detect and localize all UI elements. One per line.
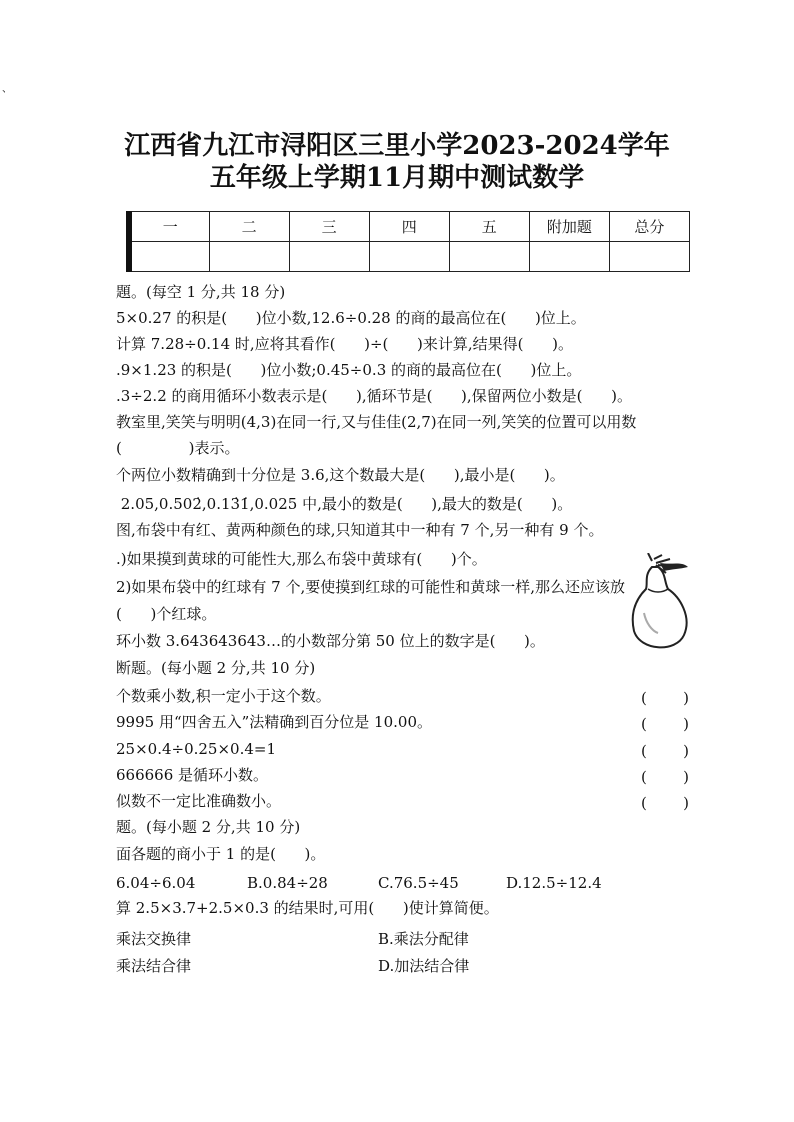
margin-mark: 、 bbox=[2, 84, 12, 95]
s2-statement: 9995 用“四舍五入”法精确到百分位是 10.00。 bbox=[116, 713, 432, 731]
s1-question-cont: ( )表示。 bbox=[116, 439, 240, 457]
ball-bag-illustration bbox=[622, 553, 692, 657]
s1-question: 5×0.27 的积是( )位小数,12.6÷0.28 的商的最高位在( )位上。 bbox=[116, 309, 586, 327]
score-cell[interactable] bbox=[609, 242, 689, 272]
choice-option-c[interactable]: C.76.5÷45 bbox=[378, 874, 459, 892]
s2-statement: 25×0.4÷0.25×0.4=1 bbox=[116, 740, 277, 758]
choice-option-d[interactable]: D.加法结合律 bbox=[378, 957, 470, 975]
choice-option-b[interactable]: B.0.84÷28 bbox=[247, 874, 328, 892]
score-col-bonus: 附加题 bbox=[529, 212, 609, 242]
choice-option-a[interactable]: 乘法交换律 bbox=[116, 930, 192, 948]
score-cell[interactable] bbox=[129, 242, 209, 272]
score-table-score-row bbox=[129, 242, 690, 272]
answer-parens[interactable]: ( ) bbox=[641, 689, 689, 707]
s1-question: .9×1.23 的积是( )位小数;0.45÷0.3 的商的最高位在( )位上。 bbox=[116, 361, 582, 379]
score-col-total: 总分 bbox=[609, 212, 689, 242]
score-col-4: 四 bbox=[369, 212, 449, 242]
s1-question: 计算 7.28÷0.14 时,应将其看作( )÷( )来计算,结果得( )。 bbox=[116, 335, 573, 353]
score-cell[interactable] bbox=[449, 242, 529, 272]
score-col-2: 二 bbox=[209, 212, 289, 242]
score-col-5: 五 bbox=[449, 212, 529, 242]
answer-parens[interactable]: ( ) bbox=[641, 768, 689, 786]
answer-parens[interactable]: ( ) bbox=[641, 794, 689, 812]
s1-question: 个两位小数精确到十分位是 3.6,这个数最大是( ),最小是( )。 bbox=[116, 466, 565, 484]
s2-statement: 666666 是循环小数。 bbox=[116, 766, 269, 784]
score-cell[interactable] bbox=[529, 242, 609, 272]
s1-question: 图,布袋中有红、黄两种颜色的球,只知道其中一种有 7 个,另一种有 9 个。 bbox=[116, 521, 604, 539]
score-cell[interactable] bbox=[289, 242, 369, 272]
score-col-1: 一 bbox=[129, 212, 209, 242]
answer-parens[interactable]: ( ) bbox=[641, 742, 689, 760]
s3-question: 算 2.5×3.7+2.5×0.3 的结果时,可用( )使计算简便。 bbox=[116, 899, 499, 917]
s1-subquestion-cont: ( )个红球。 bbox=[116, 605, 217, 623]
section3-heading: 题。(每小题 2 分,共 10 分) bbox=[116, 818, 301, 836]
choice-option-d[interactable]: D.12.5÷12.4 bbox=[506, 874, 602, 892]
section2-heading: 断题。(每小题 2 分,共 10 分) bbox=[116, 659, 316, 677]
choice-option-a[interactable]: 6.04÷6.04 bbox=[116, 874, 196, 892]
s2-statement: 似数不一定比准确数小。 bbox=[116, 792, 282, 810]
s1-subquestion: 2)如果布袋中的红球有 7 个,要使摸到红球的可能性和黄球一样,那么还应该放 bbox=[116, 578, 626, 596]
score-col-3: 三 bbox=[289, 212, 369, 242]
choice-option-c[interactable]: 乘法结合律 bbox=[116, 957, 192, 975]
exam-title-line2: 五年级上学期11月期中测试数学 bbox=[209, 163, 585, 193]
s1-question: .3÷2.2 的商用循环小数表示是( ),循环节是( ),保留两位小数是( )。 bbox=[116, 387, 632, 405]
score-table-header-row bbox=[129, 212, 690, 242]
s3-question: 面各题的商小于 1 的是( )。 bbox=[116, 845, 326, 863]
exam-title-line1: 江西省九江市浔阳区三里小学2023-2024学年 bbox=[124, 131, 670, 161]
choice-option-b[interactable]: B.乘法分配律 bbox=[378, 930, 469, 948]
score-cell[interactable] bbox=[209, 242, 289, 272]
section1-heading: 題。(每空 1 分,共 18 分) bbox=[116, 283, 286, 301]
score-cell[interactable] bbox=[369, 242, 449, 272]
s1-question: 环小数 3.643643643…的小数部分第 50 位上的数字是( )。 bbox=[116, 632, 545, 650]
s2-statement: 个数乘小数,积一定小于这个数。 bbox=[116, 687, 331, 705]
s1-subquestion: .)如果摸到黄球的可能性大,那么布袋中黄球有( )个。 bbox=[116, 550, 487, 568]
answer-parens[interactable]: ( ) bbox=[641, 715, 689, 733]
score-table bbox=[126, 211, 690, 272]
s1-question: 2.05,0.502̇,0.13̇1̇,0.025 中,最小的数是( ),最大的数是( )。 bbox=[116, 495, 573, 513]
s1-question: 教室里,笑笑与明明(4,3)在同一行,又与佳佳(2,7)在同一列,笑笑的位置可以用数 bbox=[116, 413, 637, 431]
